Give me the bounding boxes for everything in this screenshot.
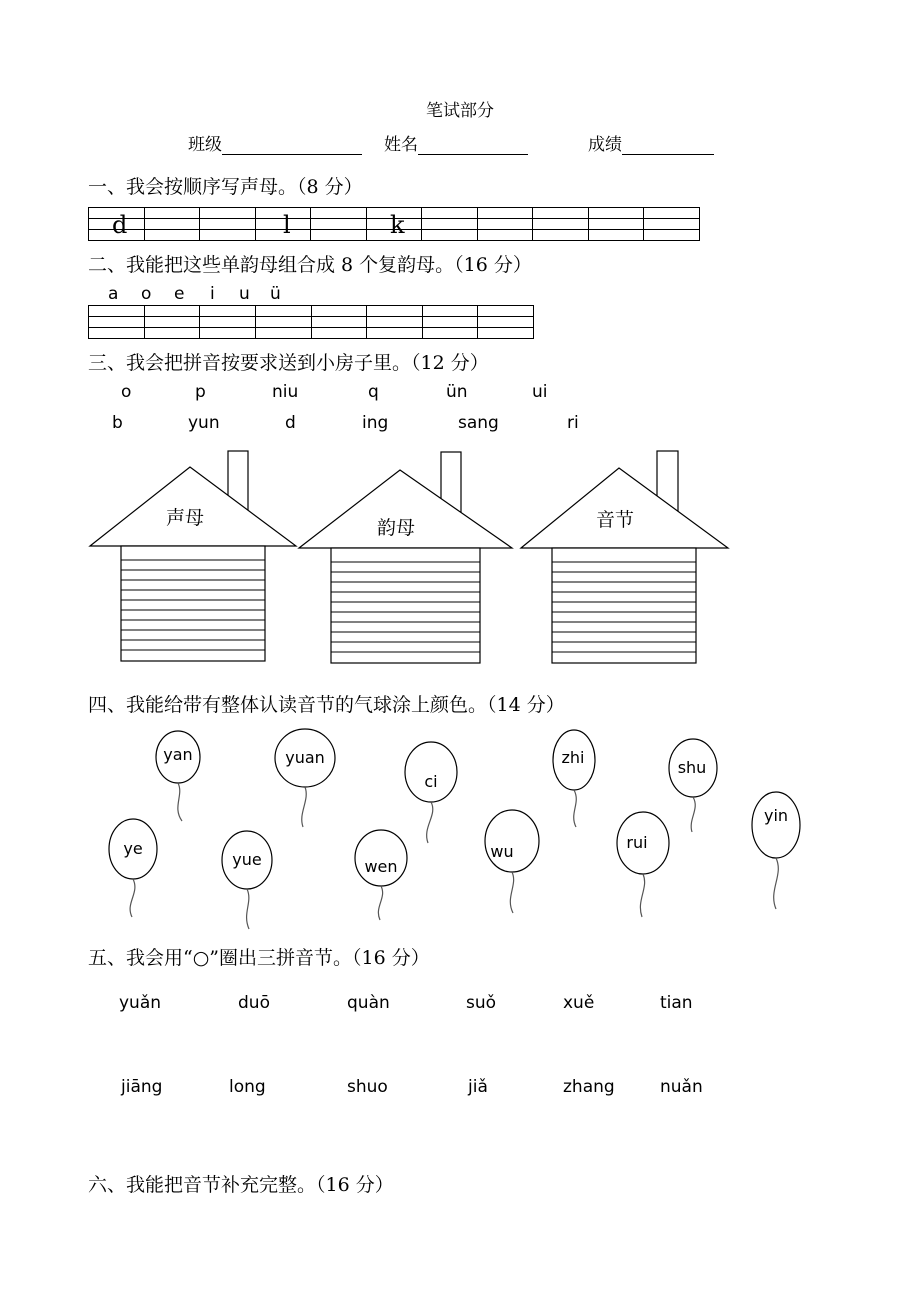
grid-cell[interactable] <box>588 208 644 219</box>
house-label-yinjie: 音节 <box>596 509 635 531</box>
class-label: 班级 <box>188 135 222 155</box>
grid-cell[interactable] <box>311 317 367 328</box>
pinyin-card: ri <box>567 413 579 433</box>
name-field <box>384 130 528 155</box>
name-blank[interactable] <box>418 136 528 155</box>
vowel-u: u <box>239 284 250 304</box>
syllable-option[interactable]: quàn <box>347 993 390 1013</box>
house-label-yunmu: 韵母 <box>377 517 416 539</box>
balloon-label[interactable]: yue <box>232 850 262 869</box>
grid-cell[interactable] <box>311 219 367 230</box>
grid-cell[interactable] <box>644 219 700 230</box>
grid-cell[interactable] <box>200 306 256 317</box>
grid-cell[interactable] <box>311 306 367 317</box>
balloons-illustration <box>0 715 920 940</box>
grid-cell[interactable] <box>533 208 589 219</box>
balloon-label[interactable]: ci <box>424 772 438 791</box>
section-3-title: 三、我会把拼音按要求送到小房子里。（12 分） <box>88 352 489 374</box>
grid-cell[interactable] <box>200 328 256 339</box>
grid-cell[interactable] <box>533 230 589 241</box>
writing-grid-2[interactable] <box>88 305 534 339</box>
pinyin-card: yun <box>188 413 220 433</box>
house-shengmu[interactable] <box>90 451 296 661</box>
grid-cell[interactable] <box>311 230 367 241</box>
class-blank[interactable] <box>222 136 362 155</box>
vowel-o: o <box>141 284 152 304</box>
pinyin-card: o <box>121 382 132 402</box>
grid-cell[interactable] <box>200 219 256 230</box>
grid-cell[interactable] <box>89 317 145 328</box>
syllable-option[interactable]: yuǎn <box>119 993 162 1013</box>
balloon-label[interactable]: yin <box>763 806 789 825</box>
grid-cell[interactable] <box>478 317 534 328</box>
section-2-title: 二、我能把这些单韵母组合成 8 个复韵母。（16 分） <box>88 254 532 276</box>
grid-cell[interactable] <box>144 306 200 317</box>
balloon-label[interactable]: ye <box>123 839 143 858</box>
grid-cell[interactable] <box>200 230 256 241</box>
given-letter-d: d <box>112 211 128 239</box>
given-letter-l: l <box>283 211 291 239</box>
house-yunmu[interactable] <box>299 452 512 663</box>
balloon-label[interactable]: wu <box>490 842 514 861</box>
pinyin-card: sang <box>458 413 499 433</box>
pinyin-card: p <box>195 382 206 402</box>
grid-cell[interactable] <box>367 306 423 317</box>
score-label: 成绩 <box>588 135 622 155</box>
pinyin-card: ui <box>532 382 548 402</box>
grid-cell[interactable] <box>422 317 478 328</box>
grid-cell[interactable] <box>422 306 478 317</box>
balloon-label[interactable]: shu <box>677 758 707 777</box>
grid-cell[interactable] <box>311 328 367 339</box>
grid-cell[interactable] <box>144 219 200 230</box>
grid-cell[interactable] <box>588 219 644 230</box>
grid-cell[interactable] <box>533 219 589 230</box>
syllable-option[interactable]: long <box>229 1077 266 1097</box>
class-field <box>188 130 362 155</box>
grid-cell[interactable] <box>477 219 533 230</box>
balloon-wu <box>485 810 539 872</box>
grid-cell[interactable] <box>644 230 700 241</box>
balloon-label[interactable]: rui <box>626 833 648 852</box>
balloon-label[interactable]: yuan <box>285 748 325 767</box>
grid-cell[interactable] <box>144 328 200 339</box>
grid-cell[interactable] <box>200 208 256 219</box>
grid-cell[interactable] <box>144 230 200 241</box>
grid-cell[interactable] <box>422 208 478 219</box>
section-1-title: 一、我会按顺序写声母。（8 分） <box>88 176 363 198</box>
syllable-option[interactable]: duō <box>238 993 270 1013</box>
pinyin-card: niu <box>272 382 299 402</box>
given-letter-k: k <box>390 211 405 239</box>
grid-cell[interactable] <box>89 328 145 339</box>
pinyin-card: q <box>368 382 379 402</box>
balloon-label[interactable]: wen <box>364 857 398 876</box>
page-title: 笔试部分 <box>426 101 494 121</box>
house-yinjie[interactable] <box>521 451 728 663</box>
grid-cell[interactable] <box>311 208 367 219</box>
pinyin-card: d <box>285 413 296 433</box>
grid-cell[interactable] <box>200 317 256 328</box>
grid-cell[interactable] <box>144 208 200 219</box>
syllable-option[interactable]: nuǎn <box>660 1077 703 1097</box>
syllable-option[interactable]: jiǎ <box>468 1077 488 1097</box>
grid-cell[interactable] <box>255 306 311 317</box>
grid-cell[interactable] <box>478 306 534 317</box>
pinyin-card: b <box>112 413 123 433</box>
houses-illustration <box>0 440 920 675</box>
pinyin-card: ing <box>362 413 389 433</box>
grid-cell[interactable] <box>478 328 534 339</box>
syllable-option[interactable]: xuě <box>563 993 595 1013</box>
balloon-label[interactable]: zhi <box>561 748 585 767</box>
vowel-i: i <box>210 284 215 304</box>
grid-cell[interactable] <box>89 306 145 317</box>
grid-cell[interactable] <box>255 317 311 328</box>
syllable-option[interactable]: tian <box>660 993 693 1013</box>
grid-cell[interactable] <box>588 230 644 241</box>
syllable-option[interactable]: shuo <box>347 1077 388 1097</box>
vowel-a: a <box>108 284 119 304</box>
grid-cell[interactable] <box>367 317 423 328</box>
grid-cell[interactable] <box>144 317 200 328</box>
grid-cell[interactable] <box>422 328 478 339</box>
score-blank[interactable] <box>622 136 714 155</box>
section-5-title: 五、我会用“○”圈出三拼音节。（16 分） <box>88 947 430 969</box>
pinyin-card: ün <box>446 382 468 402</box>
grid-cell[interactable] <box>477 208 533 219</box>
vowel-u-umlaut: ü <box>270 284 281 304</box>
balloon-label[interactable]: yan <box>163 745 193 764</box>
house-label-shengmu: 声母 <box>166 507 205 529</box>
balloon-yin <box>752 792 800 858</box>
syllable-option[interactable]: zhang <box>563 1077 615 1097</box>
grid-cell[interactable] <box>644 208 700 219</box>
grid-cell[interactable] <box>422 219 478 230</box>
syllable-option[interactable]: suǒ <box>466 993 497 1013</box>
vowel-e: e <box>174 284 185 304</box>
grid-cell[interactable] <box>367 328 423 339</box>
name-label: 姓名 <box>384 135 418 155</box>
grid-cell[interactable] <box>422 230 478 241</box>
section-4-title: 四、我能给带有整体认读音节的气球涂上颜色。（14 分） <box>88 694 565 716</box>
grid-cell[interactable] <box>255 328 311 339</box>
syllable-option[interactable]: jiāng <box>121 1077 163 1097</box>
section-6-title: 六、我能把音节补充完整。（16 分） <box>88 1174 394 1196</box>
score-field <box>588 130 714 155</box>
grid-cell[interactable] <box>477 230 533 241</box>
